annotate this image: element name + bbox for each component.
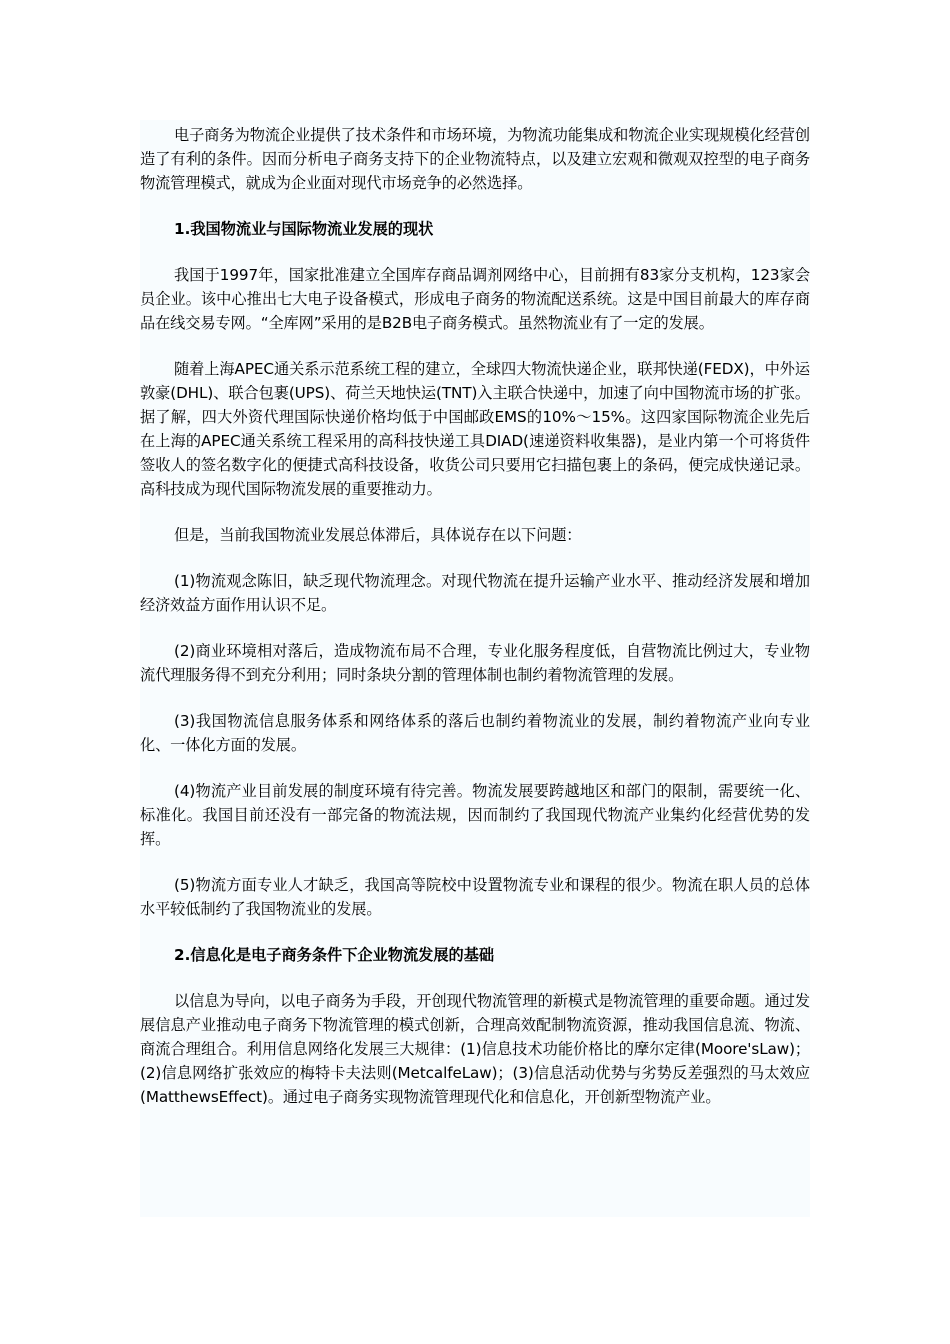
problem-item-1: (1)物流观念陈旧，缺乏现代物流理念。对现代物流在提升运输产业水平、推动经济发展和增加经济效益方面作用认识不足。 [140, 572, 810, 614]
paragraph-status-domestic: 我国于1997年，国家批准建立全国库存商品调剂网络中心，目前拥有83家分支机构，123家会员企业。该中心推出七大电子设备模式，形成电子商务的物流配送系统。这是中国目前最大的库存商品在线交易专网。“全库网”采用的是B2B电子商务模式。虽然物流业有了一定的发展。 [140, 266, 810, 332]
article-body [140, 120, 810, 1217]
problem-item-2: (2)商业环境相对落后，造成物流布局不合理，专业化服务程度低，自营物流比例过大，专业物流代理服务得不到充分利用；同时条块分割的管理体制也制约着物流管理的发展。 [140, 642, 810, 684]
paragraph-informatization: 以信息为导向，以电子商务为手段，开创现代物流管理的新模式是物流管理的重要命题。通过发展信息产业推动电子商务下物流管理的模式创新，合理高效配制物流资源，推动我国信息流、物流、商流合理组合。利用信息网络化发展三大规律：(1)信息技术功能价格比的摩尔定律(Moore'sLaw)；(2)信息网络扩张效应的梅特卡夫法则(MetcalfeLaw)；(3)信息活动优势与劣势反差强烈的马太效应(MatthewsEffect)。通过电子商务实现物流管理现代化和信息化，开创新型物流产业。 [140, 992, 810, 1106]
problem-item-5: (5)物流方面专业人才缺乏，我国高等院校中设置物流专业和课程的很少。物流在职人员的总体水平较低制约了我国物流业的发展。 [140, 876, 810, 918]
paragraph-problems-intro: 但是，当前我国物流业发展总体滞后，具体说存在以下问题： [174, 526, 582, 544]
section-heading-2: 2.信息化是电子商务条件下企业物流发展的基础 [174, 946, 495, 964]
intro-paragraph: 电子商务为物流企业提供了技术条件和市场环境，为物流功能集成和物流企业实现规模化经营创造了有利的条件。因而分析电子商务支持下的企业物流特点，以及建立宏观和微观双控型的电子商务物流管理模式，就成为企业面对现代市场竞争的必然选择。 [140, 126, 810, 192]
paragraph-status-international: 随着上海APEC通关系示范系统工程的建立，全球四大物流快递企业，联邦快递(FEDX)，中外运敦豪(DHL)、联合包裹(UPS)、荷兰天地快运(TNT)入主联合快递中，加速了向中国物流市场的扩张。据了解，四大外资代理国际快递价格均低于中国邮政EMS的10%～15%。这四家国际物流企业先后在上海的APEC通关系统工程采用的高科技快递工具DIAD(速递资料收集器)，是业内第一个可将货件签收人的签名数字化的便捷式高科技设备，收货公司只要用它扫描包裹上的条码，便完成快递记录。高科技成为现代国际物流发展的重要推动力。 [140, 360, 810, 498]
problem-item-4: (4)物流产业目前发展的制度环境有待完善。物流发展要跨越地区和部门的限制，需要统一化、标准化。我国目前还没有一部完备的物流法规，因而制约了我国现代物流产业集约化经营优势的发挥。 [140, 782, 810, 848]
section-heading-1: 1.我国物流业与国际物流业发展的现状 [174, 220, 434, 238]
problem-item-3: (3)我国物流信息服务体系和网络体系的落后也制约着物流业的发展，制约着物流产业向专业化、一体化方面的发展。 [140, 712, 810, 754]
